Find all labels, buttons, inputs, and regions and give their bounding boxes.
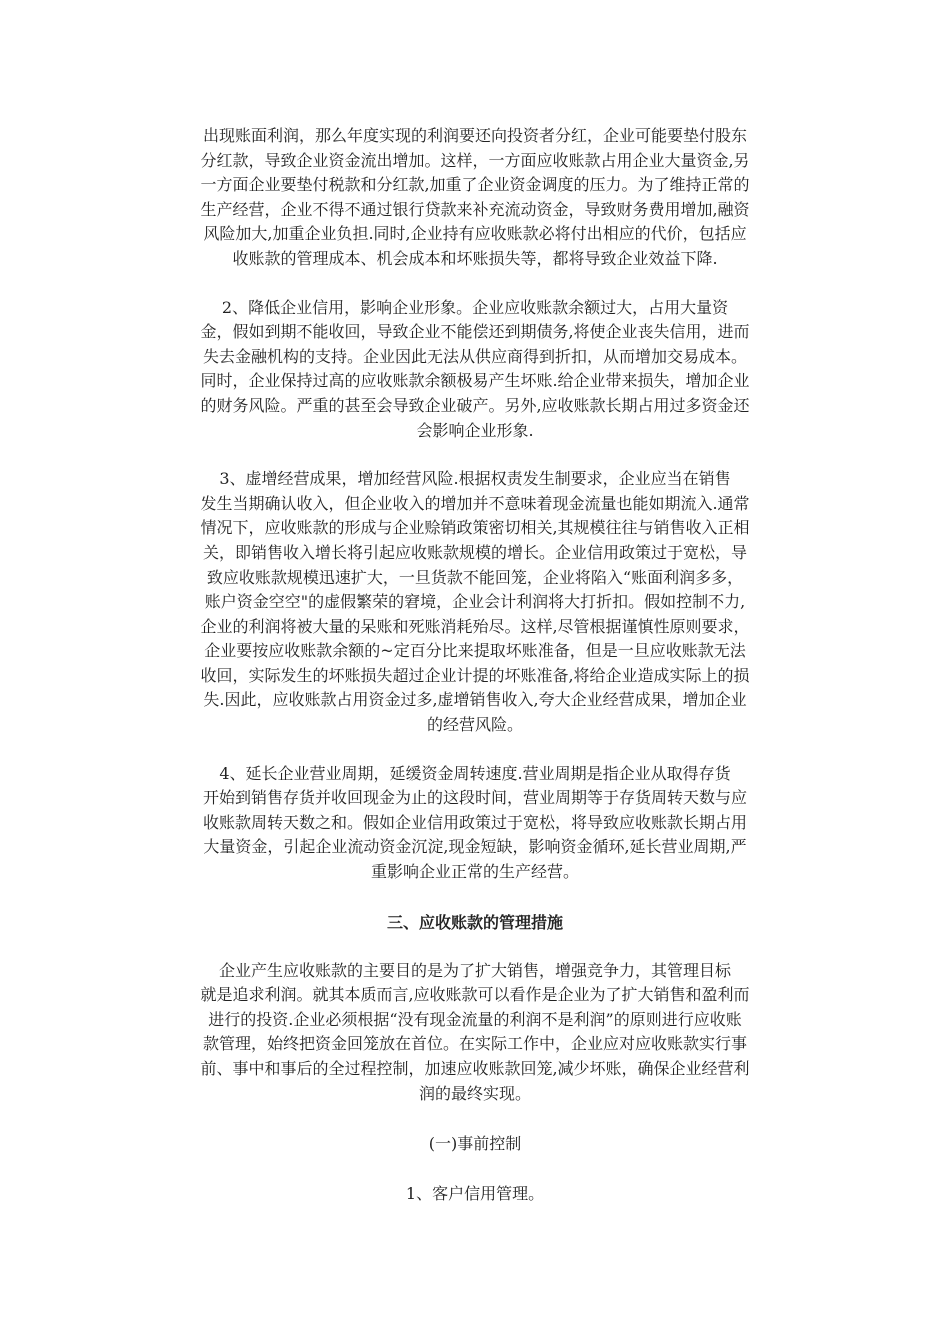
text-line: 分红款，导致企业资金流出增加。这样，一方面应收账款占用企业大量资金,另 [200,150,750,170]
text-line: 的财务风险。严重的甚至会导致企业破产。另外,应收账款长期占用过多资金还 [200,395,750,415]
text-line: 收账款的管理成本、机会成本和坏账损失等，都将导致企业效益下降. [232,248,718,268]
text-line: 4、延长企业营业周期，延缓资金周转速度.营业周期是指企业从取得存货 [219,763,731,783]
text-line: 致应收账款规模迅速扩大，一旦货款不能回笼，企业将陷入“账面利润多多， [206,567,744,587]
document-page [142,124,808,1206]
subheading-customer-credit: 1、客户信用管理。 [405,1184,545,1204]
text-line: 就是追求利润。就其本质而言,应收账款可以看作是企业为了扩大销售和盈利而 [200,985,750,1005]
paragraph-point-3 [142,467,808,738]
text-line: 出现账面利润，那么年度实现的利润要还向投资者分红，企业可能要垫付股东 [202,126,747,145]
section-heading: 三、应收账款的管理措施 [386,912,563,932]
paragraph-continuation [142,124,808,272]
text-line: 前、事中和事后的全过程控制，加速应收账款回笼,减少坏账，确保企业经营利 [200,1059,750,1078]
text-line: 账户资金空空"的虚假繁荣的窘境，企业会计利润将大打折扣。假如控制不力, [204,592,746,612]
text-line: 同时，企业保持过高的应收账款余额极易产生坏账.给企业带来损失，增加企业 [200,371,750,391]
paragraph-point-4 [142,762,808,885]
text-line: 关，即销售收入增长将引起应收账款规模的增长。企业信用政策过于宽松，导 [202,542,747,562]
text-line: 开始到销售存货并收回现金为止的这段时间，营业周期等于存货周转天数与应 [202,788,747,808]
text-line: 失.因此，应收账款占用资金过多,虚增销售收入,夸大企业经营成果，增加企业 [203,690,747,710]
text-line: 收回，实际发生的坏账损失超过企业计提的坏账准备,将给企业造成实际上的损 [200,665,750,685]
text-line: 一方面企业要垫付税款和分红款,加重了企业资金调度的压力。为了维持正常的 [200,175,750,195]
text-line: 失去金融机构的支持。企业因此无法从供应商得到折扣，从而增加交易成本。 [202,346,747,366]
text-line: 收账款周转天数之和。假如企业信用政策过于宽松，将导致应收账款长期占用 [202,812,747,832]
text-line: 会影响企业形象. [416,420,534,440]
text-line: 的经营风险。 [426,715,523,735]
text-line: 生产经营，企业不得不通过银行贷款来补充流动资金，导致财务费用增加,融资 [200,199,750,219]
text-line: 3、虚增经营成果，增加经营风险.根据权责发生制要求，企业应当在销售 [219,469,731,489]
text-line: 重影响企业正常的生产经营。 [370,862,579,882]
text-line: 发生当期确认收入，但企业收入的增加并不意味着现金流量也能如期流入.通常 [200,493,750,513]
text-line: 款管理，始终把资金回笼放在首位。在实际工作中，企业应对应收账款实行事 [202,1034,747,1054]
text-line: 大量资金，引起企业流动资金沉淀,现金短缺，影响资金循环,延长营业周期,严 [203,837,747,857]
text-line: 企业的利润将被大量的呆账和死账消耗殆尽。这样,尽管根据谨慎性原则要求， [200,616,750,636]
paragraph-intro [142,959,808,1107]
paragraph-point-2 [142,296,808,444]
text-line: 企业产生应收账款的主要目的是为了扩大销售，增强竞争力，其管理目标 [218,960,731,980]
text-line: 企业要按应收账款余额的~定百分比来提取坏账准备，但是一旦应收账款无法 [204,641,746,661]
text-line: 润的最终实现。 [418,1083,531,1103]
text-line: 金，假如到期不能收回，导致企业不能偿还到期债务,将使企业丧失信用，进而 [200,322,750,342]
subheading-prior-control: (一)事前控制 [428,1134,522,1154]
text-line: 2、降低企业信用，影响企业形象。企业应收账款余额过大，占用大量资 [221,297,729,317]
text-line: 进行的投资.企业必须根据“没有现金流量的利润不是利润”的原则进行应收账 [208,1009,742,1029]
text-line: 风险加大,加重企业负担.同时,企业持有应收账款必将付出相应的代价，包括应 [203,224,747,244]
text-line: 情况下，应收账款的形成与企业赊销政策密切相关,其规模往往与销售收入正相 [200,518,750,538]
